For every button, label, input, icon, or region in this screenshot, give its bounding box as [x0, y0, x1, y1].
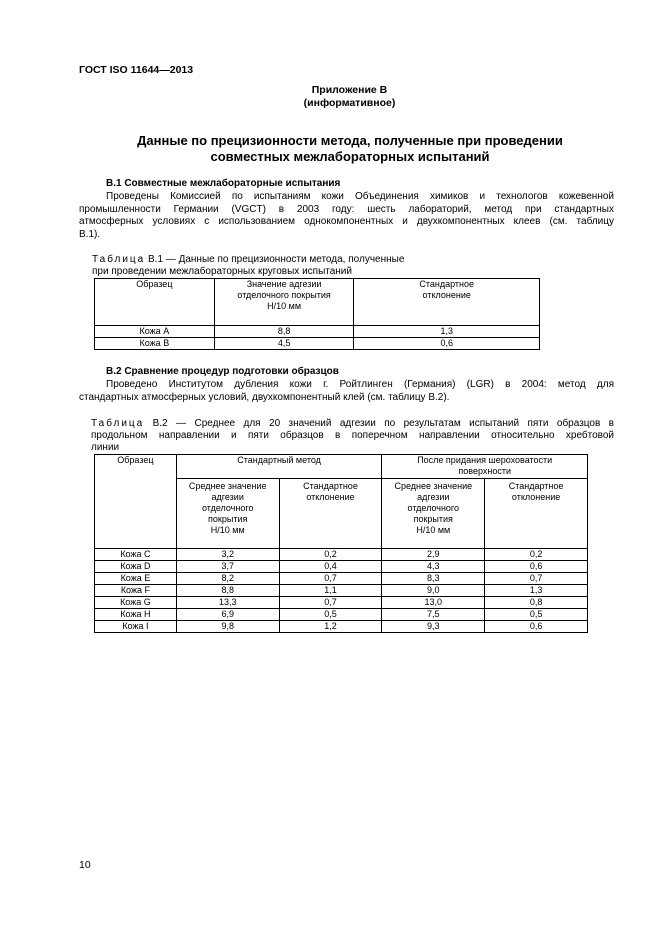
document-id: ГОСТ ISO 11644—2013 — [79, 64, 194, 76]
table-cell: Кожа F — [95, 585, 177, 597]
table-cell: 0,8 — [485, 597, 588, 609]
annex-type: (информативное) — [303, 97, 396, 109]
table-cell: 0,2 — [485, 549, 588, 561]
table1-caption — [92, 254, 404, 278]
table-cell: 0,6 — [485, 561, 588, 573]
table-cell: 13,0 — [382, 597, 485, 609]
table-cell: 4,3 — [382, 561, 485, 573]
table1-header-sd: Стандартное отклонение — [354, 279, 540, 326]
table2-group-header-row — [95, 455, 588, 479]
table2-header-sd: Стандартное отклонение — [485, 479, 588, 549]
table-cell: 8,8 — [176, 585, 279, 597]
section1-paragraph — [79, 191, 614, 241]
table-cell: 0,2 — [279, 549, 382, 561]
main-title — [90, 133, 610, 165]
table-cell: 7,5 — [382, 609, 485, 621]
table-row — [95, 338, 540, 350]
table-cell: 3,2 — [176, 549, 279, 561]
table2-header-roughened: После придания шероховатости поверхности — [382, 455, 588, 479]
table1-caption-line1: В.1 — Данные по прецизионности метода, полученные — [148, 254, 405, 265]
table1-header-row — [95, 279, 540, 326]
table-cell: 0,5 — [279, 609, 382, 621]
section2-line: стандартных атмосферных условий, двухкомпонентный клей (см. таблицу В.2). — [79, 391, 450, 403]
table2-header-mean: Среднее значение адгезии отделочного покрытия Н/10 мм — [176, 479, 279, 549]
section1-heading: В.1 Совместные межлабораторные испытания — [106, 178, 341, 189]
table1-header-adhesion: Значение адгезии отделочного покрытия Н/10 мм — [214, 279, 354, 326]
table-cell: 3,7 — [176, 561, 279, 573]
table-cell: 0,7 — [279, 597, 382, 609]
table-cell: 0,6 — [485, 621, 588, 633]
table-cell: Кожа Н — [95, 609, 177, 621]
table-row — [95, 585, 588, 597]
table-row — [95, 326, 540, 338]
table2-caption-line3: линии — [91, 442, 120, 453]
table-cell: 0,7 — [485, 573, 588, 585]
table-cell: 9,8 — [176, 621, 279, 633]
table-cell: 1,3 — [354, 326, 540, 338]
page-number: 10 — [79, 859, 91, 871]
annex-heading — [0, 84, 661, 110]
table1-caption-word: Таблица — [92, 254, 146, 265]
table-cell: 0,4 — [279, 561, 382, 573]
table2-header-sd: Стандартное отклонение — [279, 479, 382, 549]
annex-title: Приложение В — [311, 84, 388, 96]
table2-caption — [91, 418, 614, 454]
table-cell: Кожа D — [95, 561, 177, 573]
table-cell: Кожа А — [95, 326, 215, 338]
table-cell: 2,9 — [382, 549, 485, 561]
table-row — [95, 573, 588, 585]
table1 — [94, 278, 540, 350]
table2-caption-line1: В.2 — Среднее для 20 значений адгезии по результатам испытаний пяти образцов в — [152, 418, 614, 429]
table-cell: 0,5 — [485, 609, 588, 621]
table-cell: 8,2 — [176, 573, 279, 585]
table2-caption-line2: продольном направлении и пяти образцов в поперечном направлении относительно хребтовой — [91, 430, 614, 441]
section1-line: промышленности Германии (VGCT) в 2003 году: шесть лабораторий, метод при стандартных — [79, 203, 614, 215]
section1-line: Проведены Комиссией по испытаниям кожи Объединения химиков и технологов кожевенной — [106, 191, 614, 202]
table-cell: 0,6 — [354, 338, 540, 350]
table2-caption-word: Таблица — [91, 418, 145, 429]
table-cell: 9,0 — [382, 585, 485, 597]
table-cell: Кожа Е — [95, 573, 177, 585]
table-cell: 6,9 — [176, 609, 279, 621]
section2-heading: В.2 Сравнение процедур подготовки образцов — [106, 366, 339, 377]
table-cell: 0,7 — [279, 573, 382, 585]
table2-header-standard-method: Стандартный метод — [176, 455, 382, 479]
table2-header-mean: Среднее значение адгезии отделочного покрытия Н/10 мм — [382, 479, 485, 549]
section1-line: В.1). — [79, 228, 101, 240]
table1-caption-line2: при проведении межлабораторных круговых испытаний — [92, 266, 352, 277]
section2-line: Проведено Институтом дубления кожи г. Ройтлинген (Германия) (LGR) в 2004: метод для — [106, 379, 614, 390]
table-cell: Кожа I — [95, 621, 177, 633]
table1-header-sample: Образец — [95, 279, 215, 326]
table-row — [95, 549, 588, 561]
table-cell: 8,3 — [382, 573, 485, 585]
table-row — [95, 561, 588, 573]
table-row — [95, 609, 588, 621]
section1-line: атмосферных условиях с использованием однокомпонентных и двухкомпонентных клеев (см. таблицу — [79, 216, 614, 227]
table-cell: 1,3 — [485, 585, 588, 597]
table2-header-sample: Образец — [95, 455, 177, 549]
table-cell: 8,8 — [214, 326, 354, 338]
table-cell: Кожа G — [95, 597, 177, 609]
main-title-line1: Данные по прецизионности метода, полученные при проведении — [137, 133, 563, 148]
table-row — [95, 597, 588, 609]
table-cell: Кожа С — [95, 549, 177, 561]
table-row — [95, 621, 588, 633]
table-cell: Кожа В — [95, 338, 215, 350]
main-title-line2: совместных межлабораторных испытаний — [210, 149, 490, 164]
table-cell: 4,5 — [214, 338, 354, 350]
table-cell: 13,3 — [176, 597, 279, 609]
table-cell: 1,1 — [279, 585, 382, 597]
table-cell: 9,3 — [382, 621, 485, 633]
section2-paragraph — [79, 379, 614, 404]
table-cell: 1,2 — [279, 621, 382, 633]
table2 — [94, 454, 588, 633]
